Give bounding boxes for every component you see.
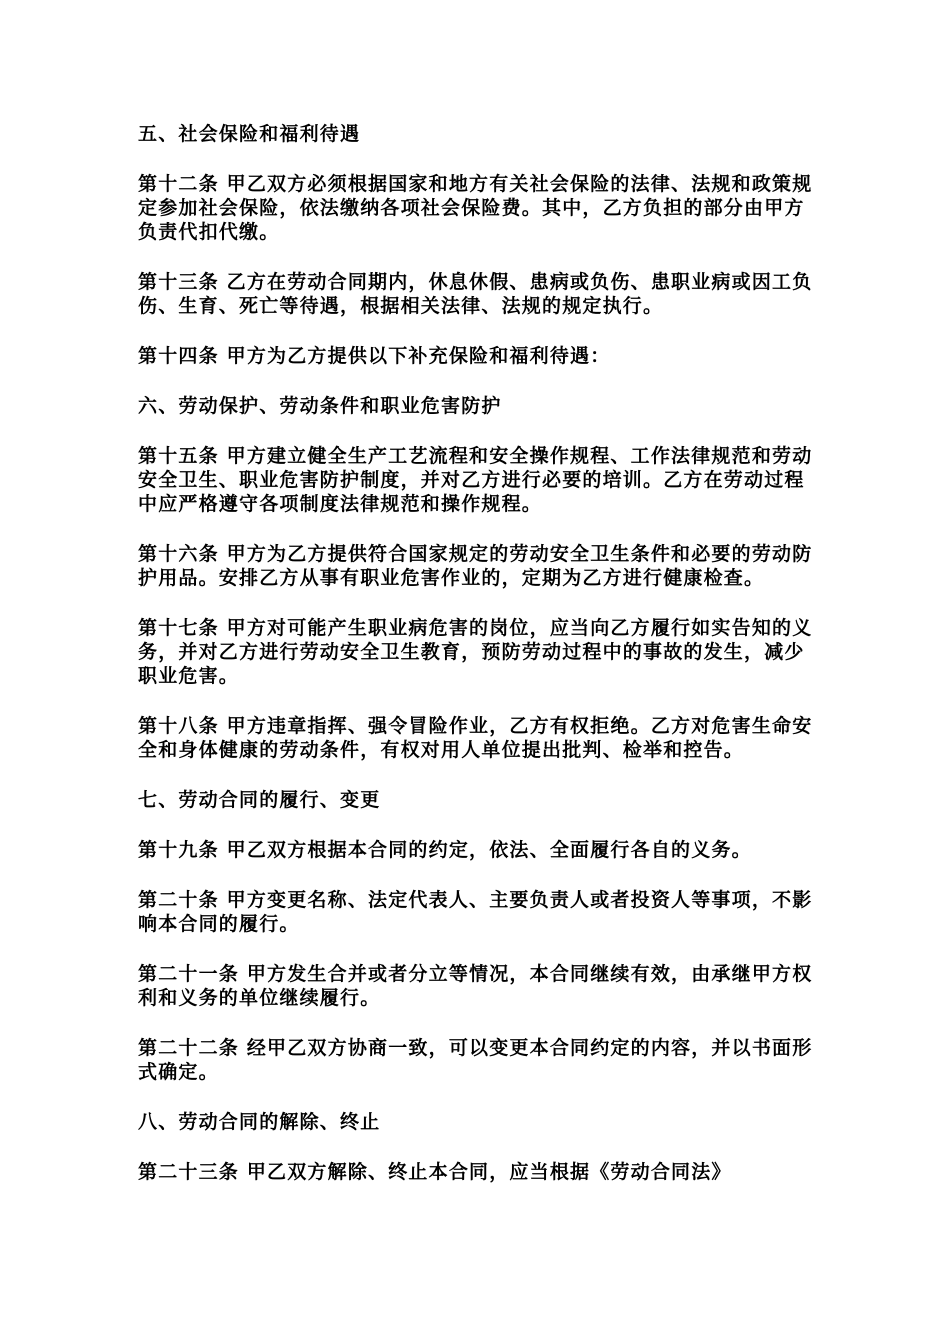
article-17: 第十七条 甲方对可能产生职业病危害的岗位，应当向乙方履行如实告知的义务，并对乙方进行劳动安全卫生教育，预防劳动过程中的事故的发生，减少职业危害。 <box>138 617 813 687</box>
article-16: 第十六条 甲方为乙方提供符合国家规定的劳动安全卫生条件和必要的劳动防护用品。安排乙方从事有职业危害作业的，定期为乙方进行健康检查。 <box>138 543 813 589</box>
article-19: 第十九条 甲乙双方根据本合同的约定，依法、全面履行各自的义务。 <box>138 839 752 861</box>
article-22: 第二十二条 经甲乙双方协商一致，可以变更本合同约定的内容，并以书面形式确定。 <box>138 1037 813 1083</box>
article-18: 第十八条 甲方违章指挥、强令冒险作业，乙方有权拒绝。乙方对危害生命安全和身体健康的劳动条件，有权对用人单位提出批判、检举和控告。 <box>138 715 813 761</box>
section-heading-8: 八、劳动合同的解除、终止 <box>138 1111 381 1133</box>
section-heading-6: 六、劳动保护、劳动条件和职业危害防护 <box>138 395 502 417</box>
article-23: 第二十三条 甲乙双方解除、终止本合同，应当根据《劳动合同法》 <box>138 1161 732 1183</box>
article-14: 第十四条 甲方为乙方提供以下补充保险和福利待遇： <box>138 345 611 367</box>
section-heading-7: 七、劳动合同的履行、变更 <box>138 789 381 811</box>
section-heading-5: 五、社会保险和福利待遇 <box>138 123 361 145</box>
article-21: 第二十一条 甲方发生合并或者分立等情况，本合同继续有效，由承继甲方权利和义务的单位继续履行。 <box>138 963 813 1009</box>
article-15: 第十五条 甲方建立健全生产工艺流程和安全操作规程、工作法律规范和劳动安全卫生、职业危害防护制度，并对乙方进行必要的培训。乙方在劳动过程中应严格遵守各项制度法律规范和操作规程。 <box>138 445 813 515</box>
article-13: 第十三条 乙方在劳动合同期内，休息休假、患病或负伤、患职业病或因工负伤、生育、死亡等待遇，根据相关法律、法规的规定执行。 <box>138 271 813 317</box>
article-20: 第二十条 甲方变更名称、法定代表人、主要负责人或者投资人等事项，不影响本合同的履行。 <box>138 889 813 935</box>
article-12: 第十二条 甲乙双方必须根据国家和地方有关社会保险的法律、法规和政策规定参加社会保险，依法缴纳各项社会保险费。其中，乙方负担的部分由甲方负责代扣代缴。 <box>138 173 813 243</box>
document-body <box>138 122 818 1210</box>
